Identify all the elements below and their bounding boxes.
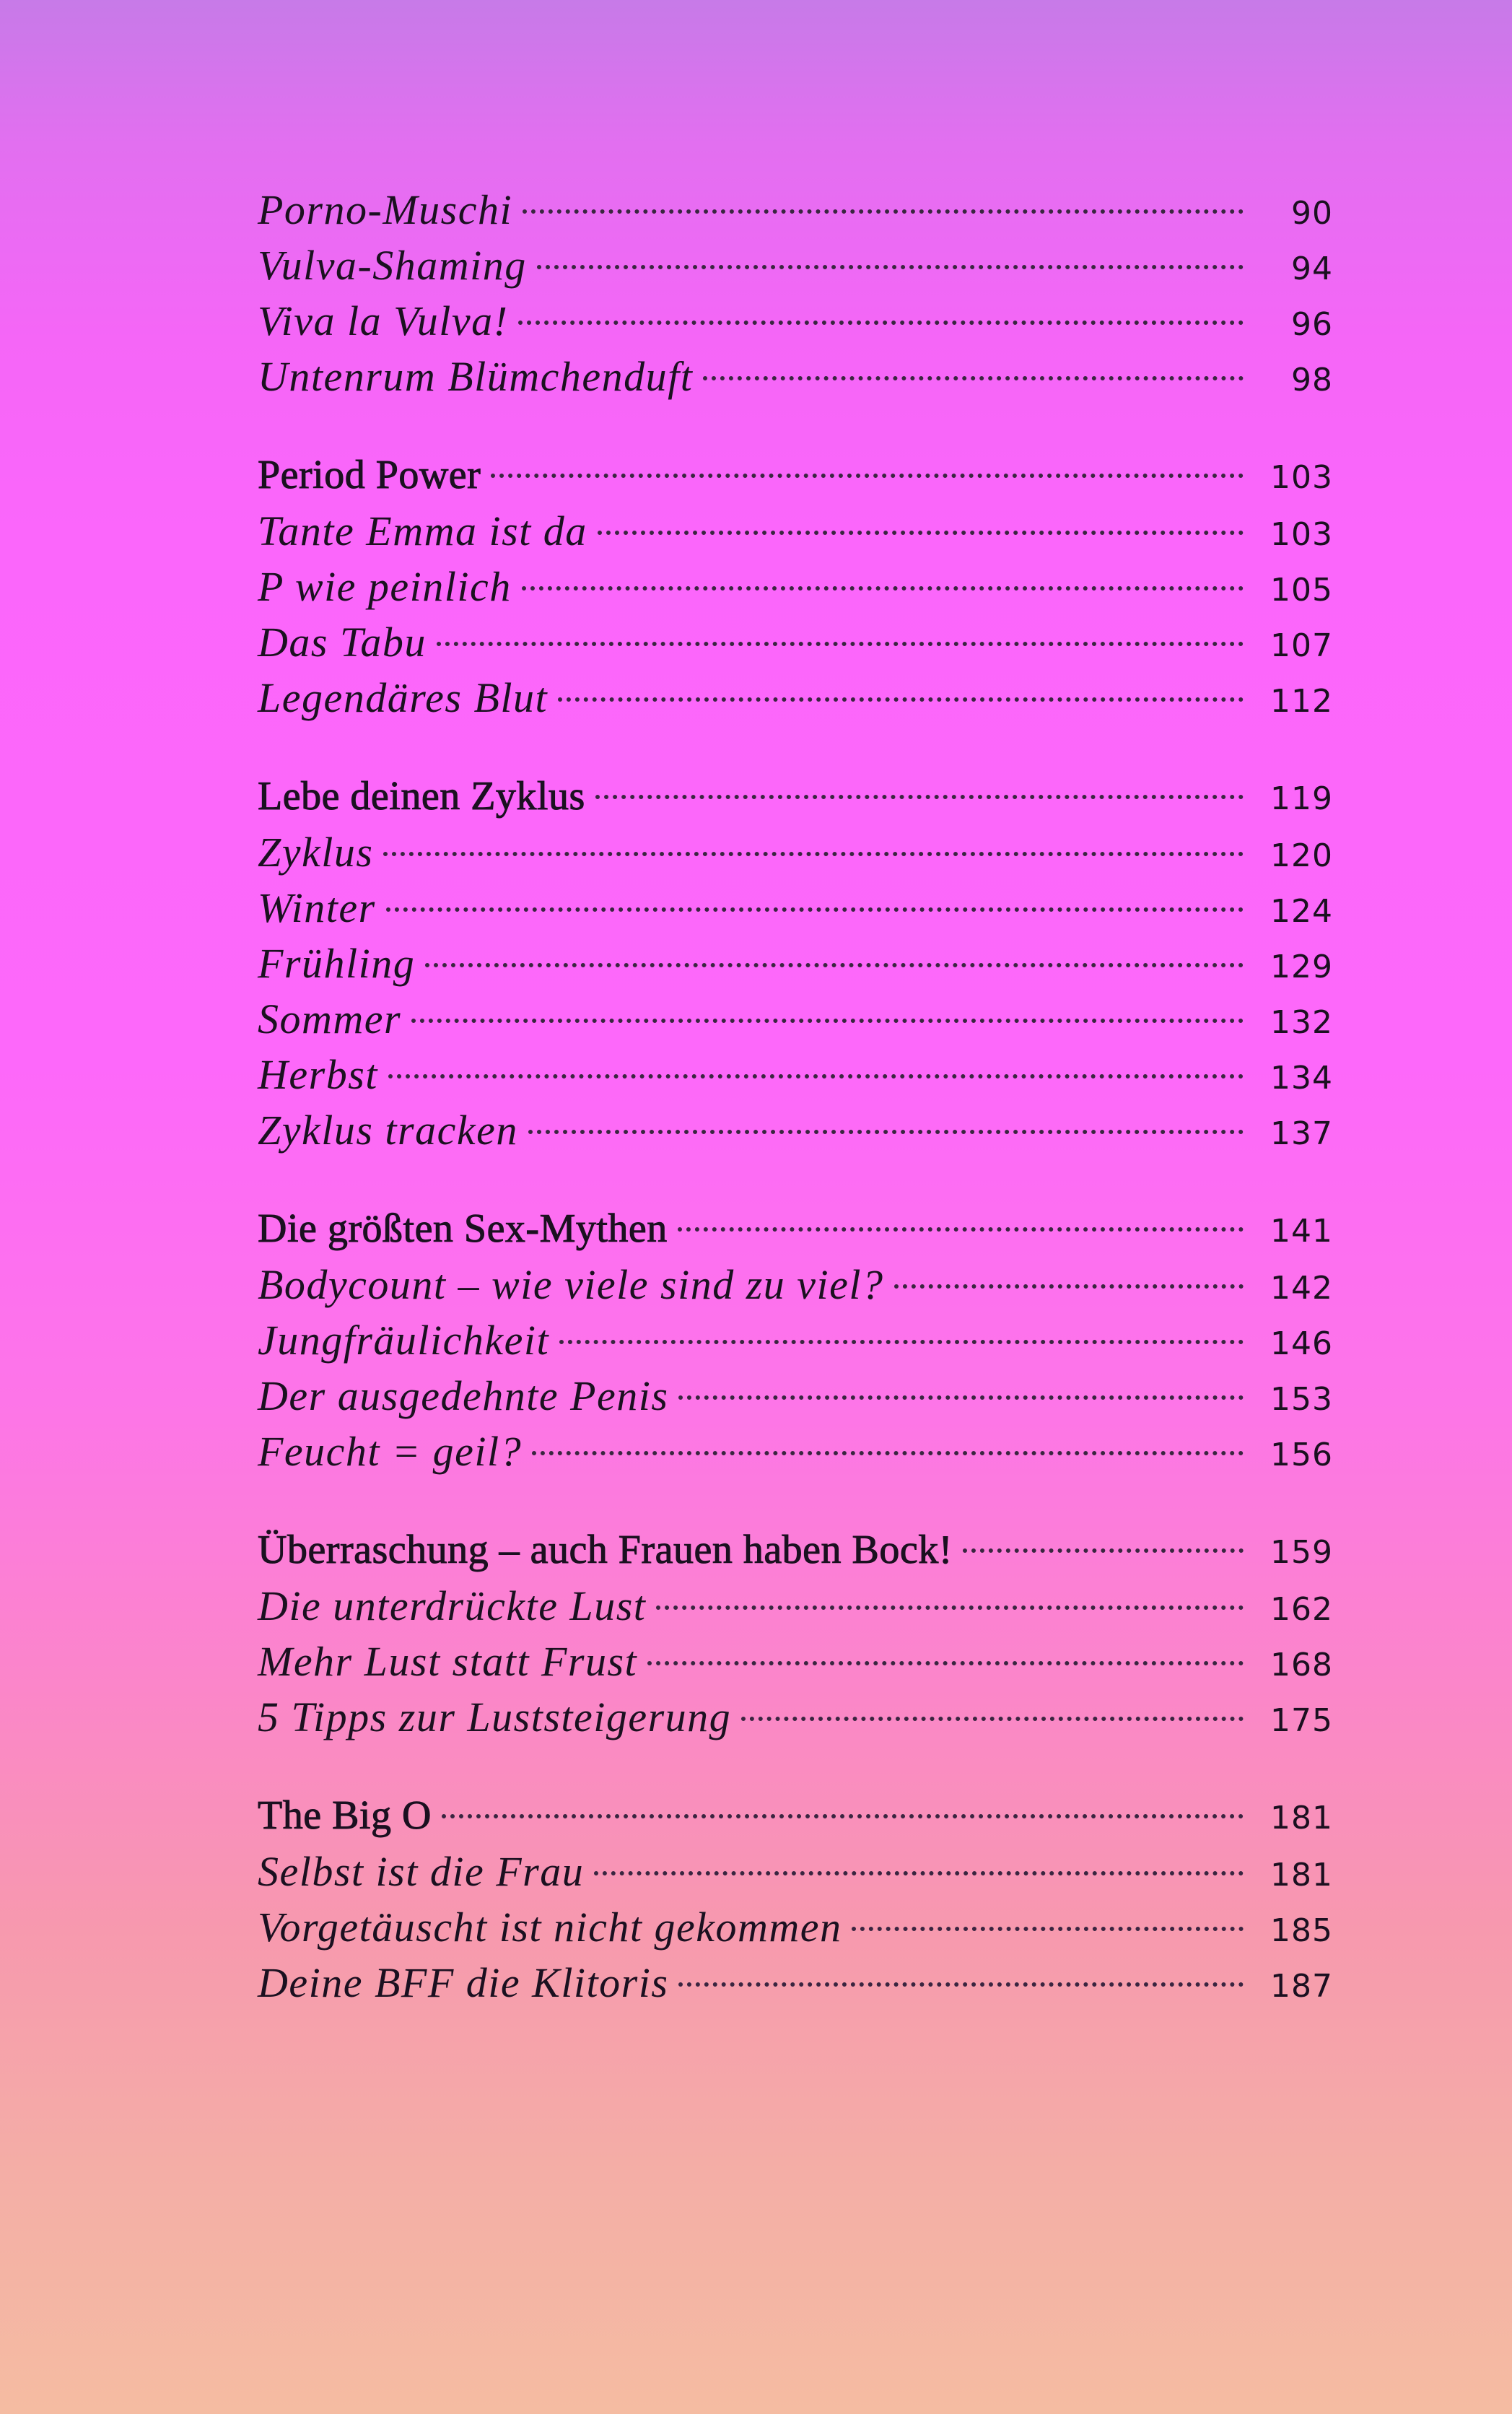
toc-entry[interactable]: [258, 182, 1333, 238]
toc-chapter-page: 103: [1270, 459, 1333, 496]
toc-entry-title: Bodycount – wie viele sind zu viel?: [258, 1261, 884, 1308]
dot-leader: [411, 1019, 1244, 1023]
toc-entry[interactable]: [258, 936, 1333, 991]
toc-entry-title: 5 Tipps zur Luststeigerung: [258, 1694, 732, 1740]
dot-leader: [647, 1661, 1244, 1665]
dot-leader: [656, 1605, 1244, 1610]
dot-leader: [523, 209, 1244, 214]
toc-entry-title: Zyklus tracken: [258, 1107, 518, 1154]
dot-leader: [528, 1130, 1244, 1134]
toc-entry-page: 124: [1270, 893, 1333, 930]
dot-leader: [678, 1982, 1244, 1987]
dot-leader: [437, 642, 1244, 646]
toc-chapter-title: Lebe deinen Zyklus: [258, 774, 585, 819]
toc-entry-title: Jungfräulichkeit: [258, 1317, 550, 1364]
toc-entry-page: 175: [1270, 1702, 1333, 1739]
toc-entry-page: 146: [1270, 1325, 1333, 1362]
dot-leader: [558, 697, 1244, 702]
toc-entry[interactable]: [258, 1634, 1333, 1689]
toc-entry[interactable]: [258, 614, 1333, 670]
dot-leader: [741, 1717, 1244, 1721]
toc-entry[interactable]: [258, 1689, 1333, 1745]
dot-leader: [518, 321, 1244, 325]
toc-chapter-heading[interactable]: [258, 1522, 1333, 1578]
toc-entry-title: Vulva-Shaming: [258, 242, 527, 289]
toc-entry[interactable]: [258, 824, 1333, 880]
toc-entry-page: 94: [1291, 250, 1333, 287]
toc-entry[interactable]: [258, 1955, 1333, 2010]
dot-leader: [522, 586, 1244, 591]
dot-leader: [442, 1814, 1244, 1818]
toc-entry-title: Zyklus: [258, 829, 374, 876]
toc-entry[interactable]: [258, 1424, 1333, 1479]
toc-entry-title: Tante Emma ist da: [258, 507, 587, 554]
toc-entry-title: Legendäres Blut: [258, 674, 549, 721]
toc-entry-page: 129: [1270, 949, 1333, 985]
toc-entry[interactable]: [258, 670, 1333, 725]
toc-entry-title: Selbst ist die Frau: [258, 1848, 585, 1895]
dot-leader: [386, 907, 1244, 912]
toc-entry-title: Viva la Vulva!: [258, 297, 509, 344]
toc-entry-title: Porno-Muschi: [258, 186, 513, 233]
dot-leader: [537, 265, 1244, 269]
toc-entry-title: Herbst: [258, 1051, 378, 1098]
dot-leader: [852, 1927, 1244, 1931]
toc-entry-title: Feucht = geil?: [258, 1428, 523, 1475]
toc-entry[interactable]: [258, 880, 1333, 936]
toc-entry[interactable]: [258, 238, 1333, 293]
toc-chapter-page: 119: [1270, 780, 1333, 817]
toc-entry[interactable]: [258, 991, 1333, 1047]
toc-section: [258, 1788, 1333, 2010]
dot-leader: [703, 376, 1244, 380]
toc-entry-page: 168: [1270, 1647, 1333, 1683]
toc-entry-page: 137: [1270, 1115, 1333, 1152]
toc-chapter-heading[interactable]: [258, 448, 1333, 503]
toc-section: [258, 448, 1333, 725]
toc-section: [258, 769, 1333, 1158]
toc-entry-title: Sommer: [258, 995, 402, 1042]
dot-leader: [425, 963, 1244, 967]
toc-chapter-title: The Big O: [258, 1793, 432, 1838]
toc-entry[interactable]: [258, 1047, 1333, 1102]
toc-chapter-heading[interactable]: [258, 1788, 1333, 1844]
toc-entry[interactable]: [258, 1578, 1333, 1634]
toc-entry[interactable]: [258, 1257, 1333, 1312]
toc-entry[interactable]: [258, 1844, 1333, 1899]
toc-entry[interactable]: [258, 1312, 1333, 1368]
toc-entry[interactable]: [258, 293, 1333, 349]
toc-entry-page: 112: [1270, 683, 1333, 720]
toc-entry-page: 132: [1270, 1004, 1333, 1041]
toc-section: [258, 182, 1333, 404]
toc-entry-page: 96: [1291, 306, 1333, 343]
toc-entry-title: Deine BFF die Klitoris: [258, 1959, 669, 2006]
toc-entry-page: 107: [1270, 627, 1333, 664]
toc-entry-page: 153: [1270, 1381, 1333, 1418]
toc-entry-title: Mehr Lust statt Frust: [258, 1638, 638, 1685]
toc-entry[interactable]: [258, 1102, 1333, 1158]
toc-entry-title: Der ausgedehnte Penis: [258, 1372, 669, 1419]
toc-entry[interactable]: [258, 1899, 1333, 1955]
toc-chapter-page: 141: [1270, 1213, 1333, 1250]
toc-chapter-page: 159: [1270, 1534, 1333, 1571]
toc-entry[interactable]: [258, 349, 1333, 404]
toc-entry-page: 98: [1291, 362, 1333, 398]
toc-chapter-title: Period Power: [258, 453, 481, 497]
toc-entry-title: Winter: [258, 884, 376, 931]
dot-leader: [963, 1548, 1244, 1553]
toc-entry-page: 134: [1270, 1060, 1333, 1097]
toc-entry[interactable]: [258, 503, 1333, 559]
toc-chapter-heading[interactable]: [258, 1201, 1333, 1257]
table-of-contents: [258, 182, 1333, 2054]
dot-leader: [598, 531, 1244, 535]
dot-leader: [532, 1451, 1244, 1455]
toc-entry-title: Frühling: [258, 940, 416, 987]
dot-leader: [678, 1395, 1244, 1400]
toc-entry-page: 156: [1270, 1437, 1333, 1473]
dot-leader: [383, 852, 1244, 856]
dot-leader: [559, 1340, 1244, 1344]
toc-entry-page: 103: [1270, 516, 1333, 553]
toc-entry-title: Vorgetäuscht ist nicht gekommen: [258, 1904, 842, 1951]
dot-leader: [894, 1284, 1244, 1289]
toc-entry-title: Untenrum Blümchenduft: [258, 353, 694, 400]
dot-leader: [594, 1871, 1244, 1875]
toc-chapter-title: Die größten Sex-Mythen: [258, 1206, 668, 1251]
dot-leader: [491, 474, 1244, 478]
toc-entry-page: 187: [1270, 1968, 1333, 2005]
toc-chapter-heading[interactable]: [258, 769, 1333, 824]
dot-leader: [388, 1074, 1244, 1079]
toc-chapter-page: 181: [1270, 1800, 1333, 1836]
toc-entry-title: P wie peinlich: [258, 563, 512, 610]
toc-entry-page: 120: [1270, 837, 1333, 874]
toc-entry-title: Das Tabu: [258, 619, 427, 666]
toc-entry-page: 142: [1270, 1270, 1333, 1307]
toc-chapter-title: Überraschung – auch Frauen haben Bock!: [258, 1528, 953, 1572]
toc-entry-page: 90: [1291, 195, 1333, 232]
toc-entry-page: 185: [1270, 1912, 1333, 1949]
toc-section: [258, 1522, 1333, 1745]
dot-leader: [595, 795, 1244, 799]
toc-section: [258, 1201, 1333, 1479]
toc-entry[interactable]: [258, 559, 1333, 614]
toc-entry[interactable]: [258, 1368, 1333, 1424]
toc-entry-page: 162: [1270, 1591, 1333, 1628]
dot-leader: [678, 1227, 1244, 1232]
toc-entry-title: Die unterdrückte Lust: [258, 1582, 647, 1629]
toc-entry-page: 181: [1270, 1857, 1333, 1894]
toc-entry-page: 105: [1270, 572, 1333, 609]
